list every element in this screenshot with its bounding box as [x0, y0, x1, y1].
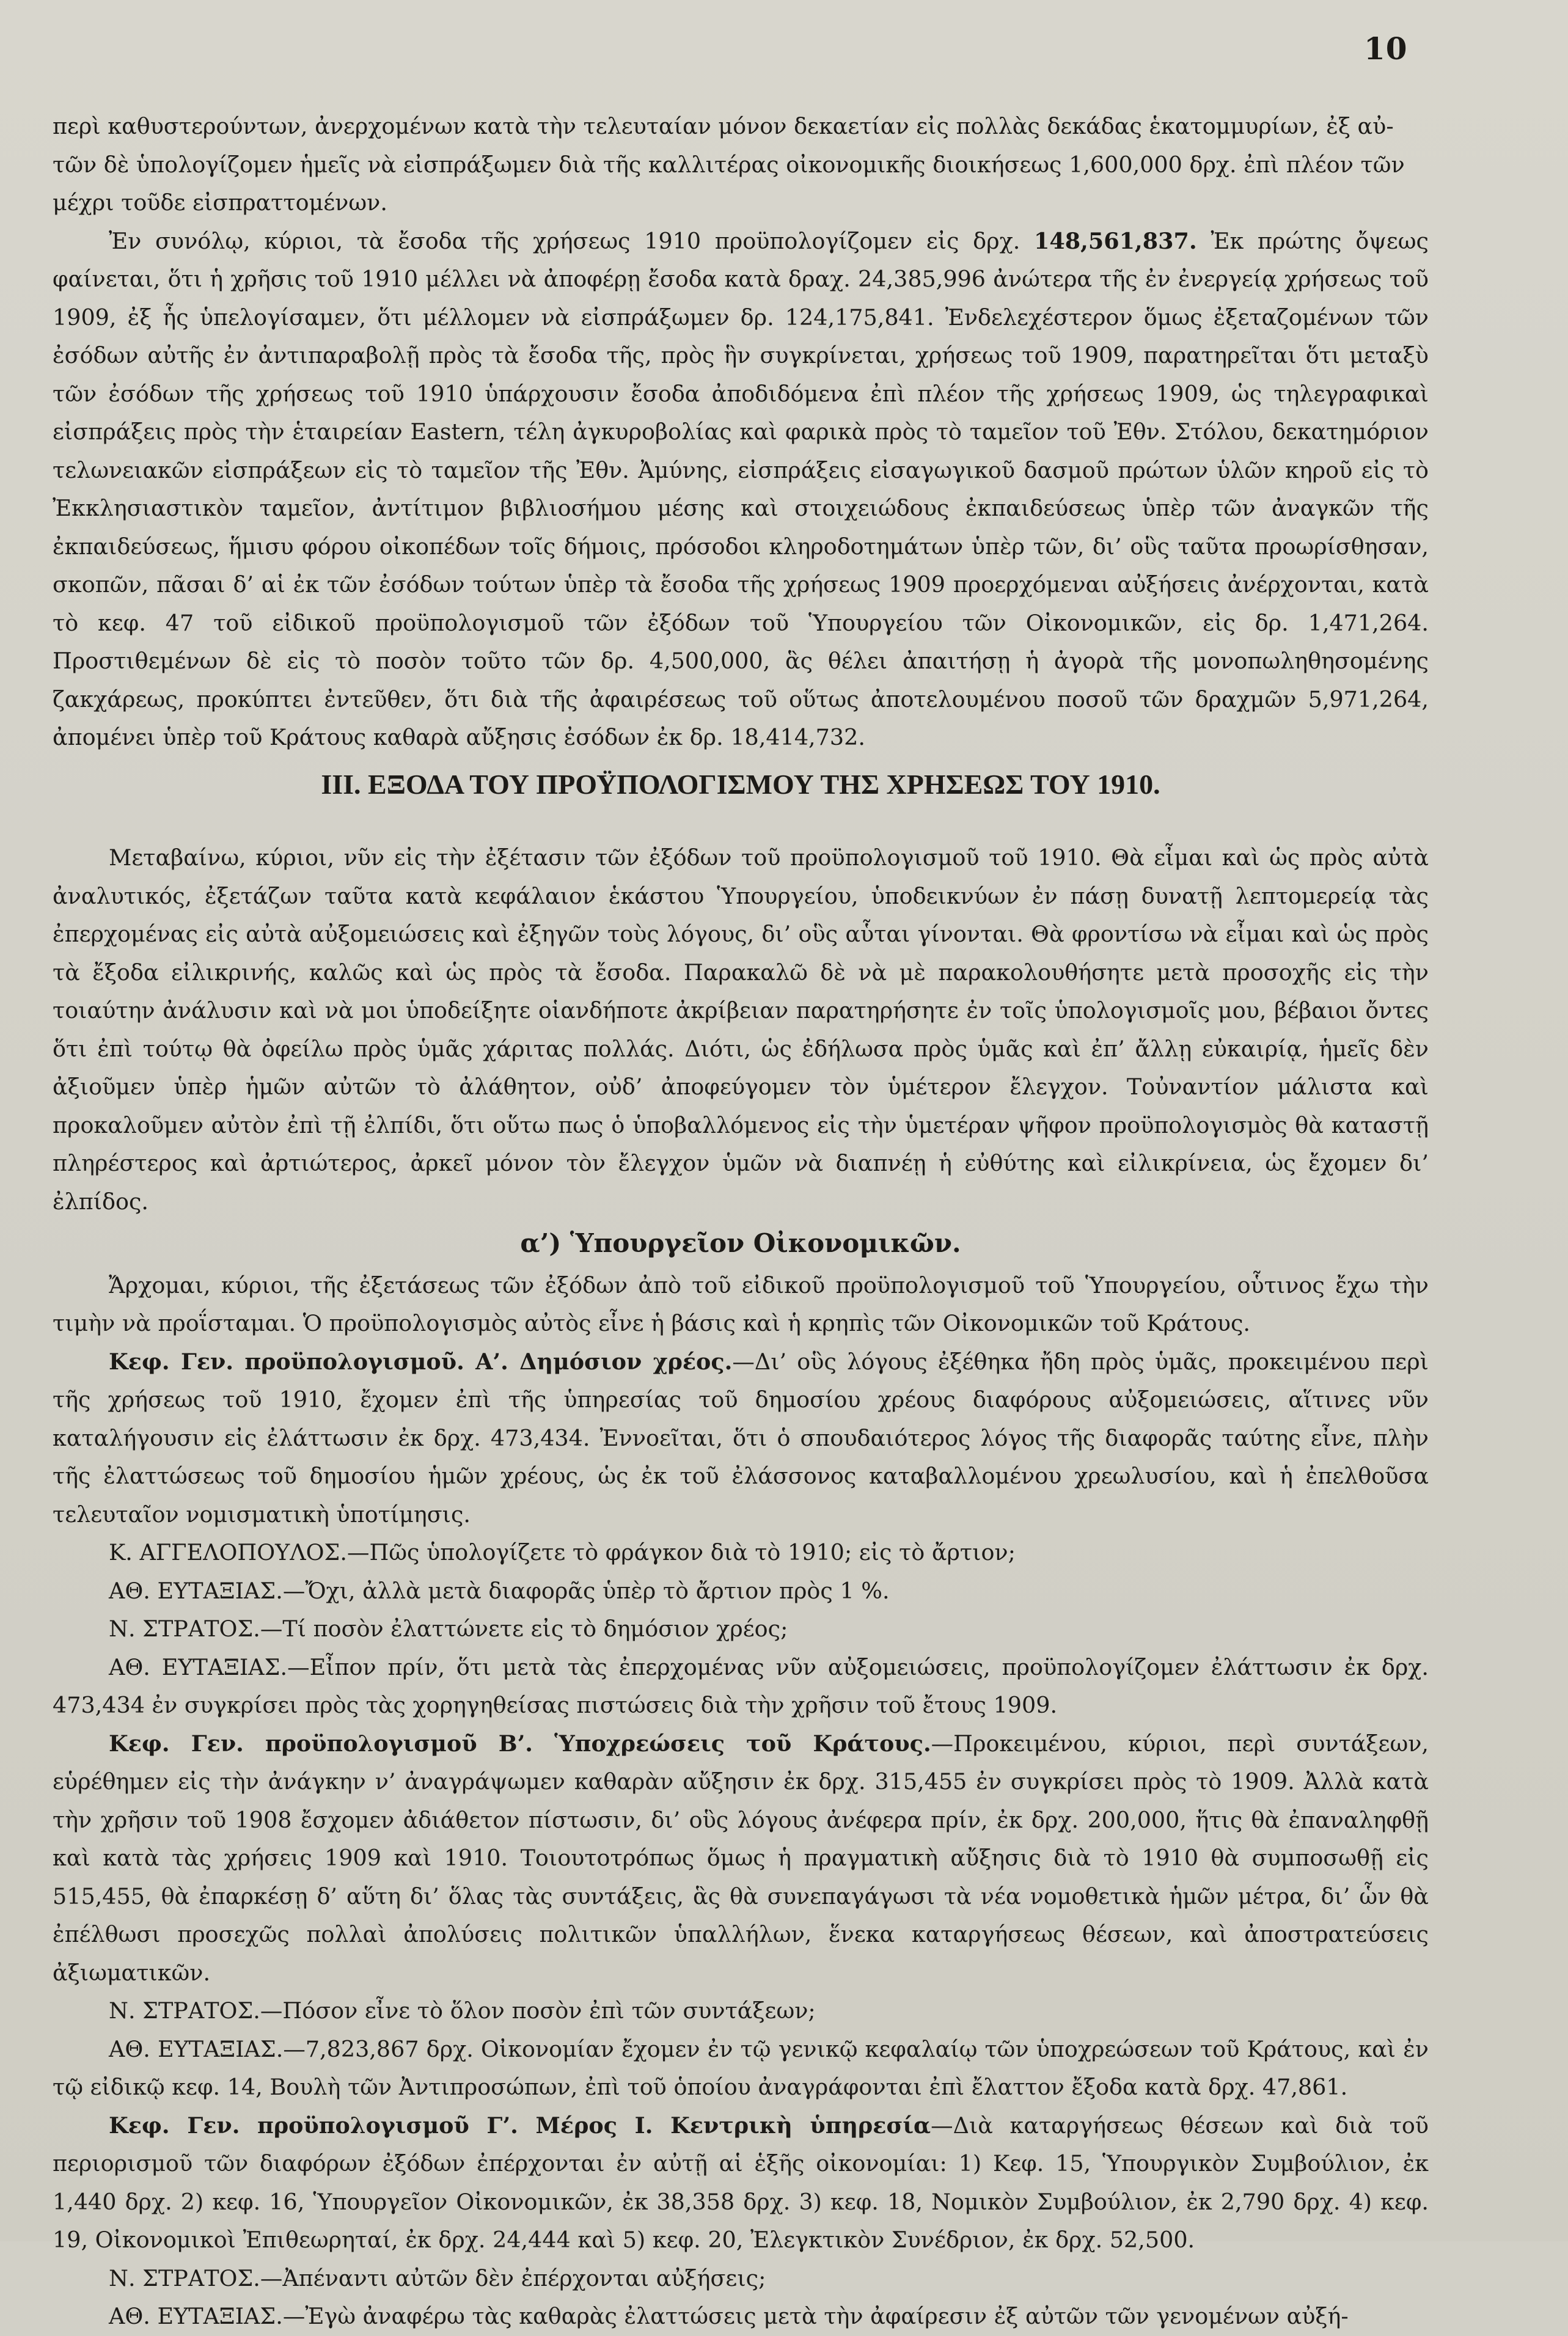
- dialogue-line: [53, 2030, 1429, 2107]
- intro-line-1: περὶ καθυστερούντων, ἀνερχομένων κατὰ τὴν τελευταίαν μόνον δεκαετίαν εἰς πολλὰς δεκάδας ἑκατομμυρίων, ἐξ αὐ-: [53, 113, 1394, 139]
- chapter-c-heading: Κεφ. Γεν. προϋπολογισμοῦ Γ’. Μέρος Ι. Κεντρικὴ ὑπηρεσία: [109, 2112, 931, 2139]
- dialogue-line: [53, 1572, 1429, 1611]
- dialogue-text: —7,823,867 δρχ. Οἰκονομίαν ἔχομεν ἐν τῷ γενικῷ κεφαλαίῳ τῶν ὑποχρεώσεων τοῦ Κράτους, καὶ ἐν τῷ εἰδικῷ κεφ. 14, Βουλὴ τῶν Ἀντιπροσώπων, ἐπὶ τοῦ ὁποίου ἀναγράφονται ἐπὶ ἔλαττον ἔξοδα κατὰ δρχ. 47,861.: [53, 2035, 1429, 2100]
- chapter-a-text: —Δι’ οὓς λόγους ἐξέθηκα ἤδη πρὸς ὑμᾶς, προκειμένου περὶ τῆς χρήσεως τοῦ 1910, ἔχομεν ἐπὶ τῆς ὑπηρεσίας τοῦ δημοσίου χρέους διαφόρους αὐξομειώσεις, αἵτινες νῦν καταλήγουσιν εἰς ἐλάττωσιν ἐκ δρχ. 473,434. Ἐννοεῖται, ὅτι ὁ σπουδαιότερος λόγος τῆς διαφορᾶς ταύτης εἶνε, πλὴν τῆς ἐλαττώσεως τοῦ δημοσίου ἡμῶν χρέους, ὡς ἐκ τοῦ ἐλάσσονος καταβαλλομένου χρεωλυσίου, καὶ ἡ ἐπελθοῦσα τελευταῖον νομισματικὴ ὑποτίμησις.: [53, 1348, 1429, 1528]
- revenue-summary-text: Ἐκ πρώτης ὄψεως φαίνεται, ὅτι ἡ χρῆσις τοῦ 1910 μέλλει νὰ ἀποφέρῃ ἔσοδα κατὰ δραχ. 24,385,996 ἀνώτερα τῆς ἐν ἐνεργείᾳ χρήσεως τοῦ 1909, ἐξ ἧς ὑπελογίσαμεν, ὅτι μέλλομεν νὰ εἰσπράξωμεν δρ. 124,175,841. Ἐνδελεχέστερον ὅμως ἐξεταζομένων τῶν ἐσόδων αὐτῆς ἐν ἀντιπαραβολῇ πρὸς τὰ ἔσοδα τῆς, πρὸς ἣν συγκρίνεται, χρήσεως τοῦ 1909, παρατηρεῖται ὅτι μεταξὺ τῶν ἐσόδων τῆς χρήσεως τοῦ 1910 ὑπάρχουσιν ἔσοδα ἀποδιδόμενα ἐπὶ πλέον τῆς χρήσεως 1909, ὡς τηλεγραφικαὶ εἰσπράξεις πρὸς τὴν ἑταιρείαν Eastern, τέλη ἀγκυροβολίας καὶ φαρικὰ πρὸς τὸ ταμεῖον τοῦ Ἐθν. Στόλου, δεκατημόριον τελωνειακῶν εἰσπράξεων εἰς τὸ ταμεῖον τῆς Ἐθν. Ἀμύνης, εἰσπράξεις εἰσαγωγικοῦ δασμοῦ πρώτων ὑλῶν κηροῦ εἰς τὸ Ἐκκλησιαστικὸν ταμεῖον, ἀντίτιμον βιβλιοσήμου μέσης καὶ στοιχειώδους ἐκπαιδεύσεως ὑπὲρ τῶν ἀναγκῶν τῆς ἐκπαιδεύσεως, ἥμισυ φόρου οἰκοπέδων τοῖς δήμοις, πρόσοδοι κληροδοτημάτων ὑπὲρ τῶν, δι’ οὓς ταῦτα προωρίσθησαν, σκοπῶν, πᾶσαι δ’ αἱ ἐκ τῶν ἐσόδων τούτων ὑπὲρ τὰ ἔσοδα τῆς χρήσεως 1909 προερχόμεναι αὐξήσεις ἀνέρχονται, κατὰ τὸ κεφ. 47 τοῦ εἰδικοῦ προϋπολογισμοῦ τῶν ἐξόδων τοῦ Ὑπουργείου τῶν Οἰκονομικῶν, εἰς δρ. 1,471,264. Προστιθεμένων δὲ εἰς τὸ ποσὸν τοῦτο τῶν δρ. 4,500,000, ἃς θέλει ἀπαιτήσῃ ἡ ἀγορὰ τῆς μονοπωληθησομένης ζακχάρεως, προκύπτει ἐντεῦθεν, ὅτι διὰ τῆς ἀφαιρέσεως τοῦ οὕτως ἀποτελουμένου ποσοῦ τῶν δραχμῶν 5,971,264, ἀπομένει ὑπὲρ τοῦ Κράτους καθαρὰ αὔξησις ἐσόδων ἐκ δρ. 18,414,732.: [53, 227, 1429, 750]
- dialogue-text: —Εἶπον πρίν, ὅτι μετὰ τὰς ἐπερχομένας νῦν αὐξομειώσεις, προϋπολογίζομεν ἐλάττωσιν ἐκ δρχ. 473,434 ἐν συγκρίσει πρὸς τὰς χορηγηθείσας πιστώσεις διὰ τὴν χρῆσιν τοῦ ἔτους 1909.: [53, 1653, 1429, 1718]
- dialogue-line: [53, 1610, 1429, 1649]
- chapter-b-text: —Προκειμένου, κύριοι, περὶ συντάξεων, εὑρέθημεν εἰς τὴν ἀνάγκην ν’ ἀναγράψωμεν καθαρὰν αὔξησιν ἐκ δρχ. 315,455 ἐν συγκρίσει πρὸς τὸ 1909. Ἀλλὰ κατὰ τὴν χρῆσιν τοῦ 1908 ἔσχομεν ἀδιάθετον πίστωσιν, δι’ οὓς λόγους ἀνέφερα πρίν, ἐκ δρχ. 200,000, ἥτις θὰ ἐπαναληφθῇ καὶ κατὰ τὰς χρήσεις 1909 καὶ 1910. Τοιουτοτρόπως ὅμως ἡ πραγματικὴ αὔξησις διὰ τὸ 1910 θὰ συμποσωθῇ εἰς 515,455, θὰ ἐπαρκέσῃ δ’ αὕτη δι’ ὅλας τὰς συντάξεις, ἃς θὰ συνεπαγάγωσι τὰ νέα νομοθετικὰ ἡμῶν μέτρα, δι’ ὧν θὰ ἐπέλθωσι προσεχῶς πολλαὶ ἀπολύσεις πολιτικῶν ὑπαλλήλων, ἕνεκα καταργήσεως θέσεων, καὶ ἀποστρατεύσεις ἀξιωματικῶν.: [53, 1730, 1429, 1986]
- revenue-summary-lead: Ἐν συνόλῳ, κύριοι, τὰ ἔσοδα τῆς χρήσεως 1910 προϋπολογίζομεν εἰς δρχ.: [109, 227, 1020, 254]
- speaker: ΑΘ. ΕΥΤΑΞΙΑΣ.: [109, 1577, 283, 1604]
- page-number: 10: [1364, 31, 1408, 67]
- part-heading: ΙΙΙ. ΕΞΟΔΑ ΤΟΥ ΠΡΟΫΠΟΛΟΓΙΣΜΟΥ ΤΗΣ ΧΡΗΣΕΩΣ ΤΟΥ 1910.: [321, 768, 1160, 800]
- speaker: Ν. ΣΤΡΑΤΟΣ.: [109, 1997, 260, 2024]
- chapter-c-paragraph: [53, 2107, 1429, 2260]
- chapter-b-heading: Κεφ. Γεν. προϋπολογισμοῦ Β’. Ὑποχρεώσεις τοῦ Κράτους.: [109, 1730, 931, 1757]
- document-body: [53, 108, 1429, 2336]
- dialogue-text: —Πόσον εἶνε τὸ ὅλον ποσὸν ἐπὶ τῶν συντάξεων;: [260, 1997, 816, 2024]
- dialogue-text: —Ἐγὼ ἀναφέρω τὰς καθαρὰς ἐλαττώσεις μετὰ τὴν ἀφαίρεσιν ἐξ αὐτῶν τῶν γενομένων αὐξή-: [282, 2303, 1349, 2329]
- expenses-intro-paragraph: Μεταβαίνω, κύριοι, νῦν εἰς τὴν ἐξέτασιν τῶν ἐξόδων τοῦ προϋπολογισμοῦ τοῦ 1910. Θὰ εἶμαι καὶ ὡς πρὸς αὐτὰ ἀναλυτικός, ἐξετάζων ταῦτα κατὰ κεφάλαιον ἑκάστου Ὑπουργείου, ὑποδεικνύων ἐν πάσῃ δυνατῇ λεπτομερείᾳ τὰς ἐπερχομένας εἰς αὐτὰ αὐξομειώσεις καὶ ἐξηγῶν τοὺς λόγους, δι’ οὓς αὗται γίνονται. Θὰ φροντίσω νὰ εἶμαι καὶ ὡς πρὸς τὰ ἔξοδα εἰλικρινής, καλῶς καὶ ὡς πρὸς τὰ ἔσοδα. Παρακαλῶ δὲ νὰ μὲ παρακολουθήσητε μετὰ προσοχῆς εἰς τὴν τοιαύτην ἀνάλυσιν καὶ νὰ μοι ὑποδείξητε οἱανδήποτε ἀκρίβειαν παρατηρήσητε ἐν τοῖς ὑπολογισμοῖς μου, βέβαιοι ὄντες ὅτι ἐπὶ τούτῳ θὰ ὀφείλω πρὸς ὑμᾶς χάριτας πολλάς. Διότι, ὡς ἐδήλωσα πρὸς ὑμᾶς καὶ ἐπ’ ἄλλῃ εὐκαιρίᾳ, ἡμεῖς δὲν ἀξιοῦμεν ὑπὲρ ἡμῶν αὐτῶν τὸ ἀλάθητον, οὐδ’ ἀποφεύγομεν τὸν ὑμέτερον ἔλεγχον. Τοὐναντίον μάλιστα καὶ προκαλοῦμεν αὐτὸν ἐπὶ τῇ ἐλπίδι, ὅτι οὕτω πως ὁ ὑποβαλλόμενος εἰς τὴν ὑμετέραν ψῆφον προϋπολογισμὸς θὰ καταστῇ πληρέστερος καὶ ἀρτιώτερος, ἀρκεῖ μόνον τὸν ἔλεγχον ὑμῶν νὰ διαπνέῃ ἡ εὐθύτης καὶ εἰλικρίνεια, ὡς ἔχομεν δι’ ἐλπίδος.: [53, 844, 1429, 1215]
- speaker: ΑΘ. ΕΥΤΑΞΙΑΣ.: [109, 2303, 283, 2329]
- chapter-a-paragraph: [53, 1343, 1429, 1534]
- revenue-summary-paragraph: [53, 222, 1429, 757]
- speaker: ΑΘ. ΕΥΤΑΞΙΑΣ.: [109, 2035, 284, 2062]
- dialogue-line: [53, 2298, 1429, 2336]
- dialogue-text: —Ἀπέναντι αὐτῶν δὲν ἐπέρχονται αὐξήσεις;: [260, 2265, 766, 2291]
- dialogue-text: —Τί ποσὸν ἐλαττώνετε εἰς τὸ δημόσιον χρέος;: [260, 1616, 788, 1642]
- chapter-a-heading: Κεφ. Γεν. προϋπολογισμοῦ. Α’. Δημόσιον χρέος.: [109, 1348, 733, 1375]
- speaker: ΑΘ. ΕΥΤΑΞΙΑΣ.: [109, 1653, 288, 1680]
- dialogue-line: [53, 1649, 1429, 1725]
- speaker: Ν. ΣΤΡΑΤΟΣ.: [109, 2265, 260, 2291]
- section-heading: α’) Ὑπουργεῖον Οἰκονομικῶν.: [520, 1228, 961, 1258]
- chapter-b-paragraph: [53, 1725, 1429, 1993]
- speaker: Ν. ΣΤΡΑΤΟΣ.: [109, 1616, 260, 1642]
- speaker: Κ. ΑΓΓΕΛΟΠΟΥΛΟΣ.: [109, 1539, 347, 1565]
- dialogue-text: —Ὄχι, ἀλλὰ μετὰ διαφορᾶς ὑπὲρ τὸ ἄρτιον πρὸς 1 %.: [282, 1577, 890, 1604]
- intro-line-3: μέχρι τοῦδε εἰσπραττομένων.: [53, 189, 387, 216]
- ministry-intro-paragraph: Ἄρχομαι, κύριοι, τῆς ἐξετάσεως τῶν ἐξόδων ἀπὸ τοῦ εἰδικοῦ προϋπολογισμοῦ τοῦ Ὑπουργείου, οὗτινος ἔχω τὴν τιμὴν νὰ προΐσταμαι. Ὁ προϋπολογισμὸς αὐτὸς εἶνε ἡ βάσις καὶ ἡ κρηπὶς τῶν Οἰκονομικῶν τοῦ Κράτους.: [53, 1272, 1429, 1336]
- dialogue-line: [53, 1534, 1429, 1572]
- chapter-c-text: —Διὰ καταργήσεως θέσεων καὶ διὰ τοῦ περιορισμοῦ τῶν διαφόρων ἐξόδων ἐπέρχονται ἐν αὐτῇ αἱ ἑξῆς οἰκονομίαι: 1) Κεφ. 15, Ὑπουργικὸν Συμβούλιον, ἐκ 1,440 δρχ. 2) κεφ. 16, Ὑπουργεῖον Οἰκονομικῶν, ἐκ 38,358 δρχ. 3) κεφ. 18, Νομικὸν Συμβούλιον, ἐκ 2,790 δρχ. 4) κεφ. 19, Οἰκονομικοὶ Ἐπιθεωρηταί, ἐκ δρχ. 24,444 καὶ 5) κεφ. 20, Ἐλεγκτικὸν Συνέδριον, ἐκ δρχ. 52,500.: [53, 2112, 1429, 2253]
- dialogue-line: [53, 1992, 1429, 2030]
- revenue-total: 148,561,837.: [1033, 227, 1197, 254]
- intro-line-2: τῶν δὲ ὑπολογίζομεν ἡμεῖς νὰ εἰσπράξωμεν διὰ τῆς καλλιτέρας οἰκονομικῆς διοικήσεως 1,600,000 δρχ. ἐπὶ πλέον τῶν: [53, 151, 1405, 178]
- dialogue-text: —Πῶς ὑπολογίζετε τὸ φράγκον διὰ τὸ 1910; εἰς τὸ ἄρτιον;: [346, 1539, 1016, 1565]
- dialogue-line: [53, 2260, 1429, 2298]
